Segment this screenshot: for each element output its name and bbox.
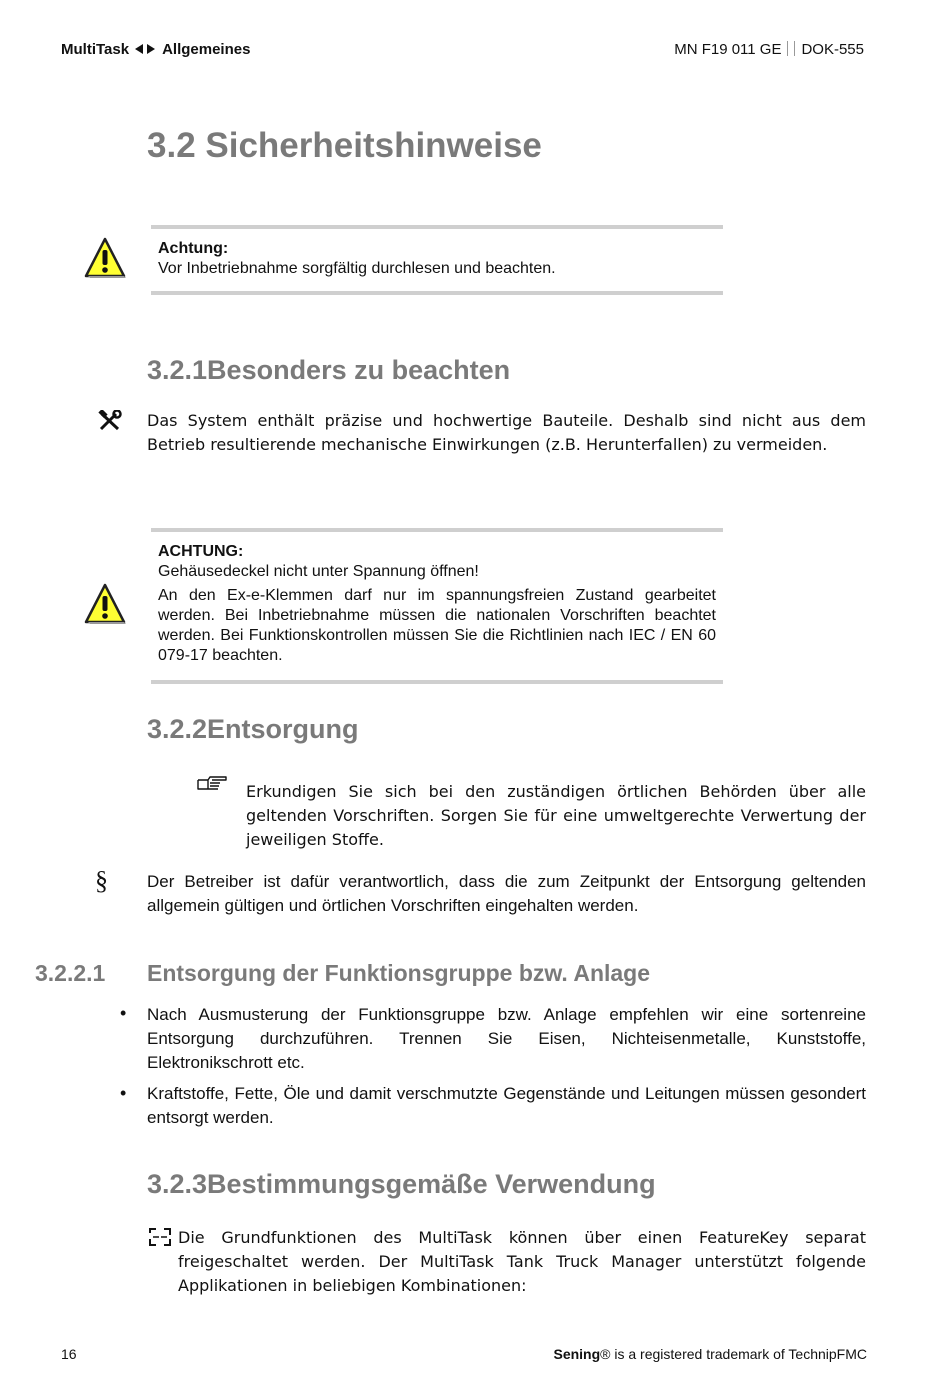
subsection-321-text: Das System enthält präzise und hochwertige Bauteile. Deshalb sind nicht aus dem Betrieb resultierende mechanische Einwirkungen (z.B. Herunterfallen) zu vermeiden. — [147, 411, 866, 454]
paragraph-icon: § — [95, 866, 108, 895]
usage-text: Die Grundfunktionen des MultiTask können über einen FeatureKey separat freigeschaltet werden. Der MultiTask Tank Truck Manager unterstützt folgende Applikationen in beliebigen Kombinationen: — [178, 1228, 866, 1295]
warning-2-title: ACHTUNG: — [158, 543, 244, 560]
disposal-note-text: Erkundigen Sie sich bei den zuständigen örtlichen Behörden über alle geltenden Vorschriften. Sorgen Sie für eine umweltgerechte Verwertung der jeweiligen Stoffe. — [246, 782, 866, 849]
disposal-law-text: Der Betreiber ist dafür verantwortlich, dass die zum Zeitpunkt der Entsorgung geltenden allgemein gültigen und örtlichen Vorschriften eingehalten werden. — [147, 872, 866, 915]
prev-arrow-icon — [135, 44, 143, 54]
featurekey-icon — [148, 1227, 172, 1252]
warning-box-2 — [151, 528, 723, 684]
header-doc-number: MN F19 011 GE — [674, 41, 782, 58]
subsubsection-title-3221: Entsorgung der Funktionsgruppe bzw. Anlage — [147, 960, 651, 986]
header-right — [674, 41, 864, 58]
header-separator — [787, 41, 795, 56]
footer-trademark-text: is a registered trademark of TechnipFMC — [610, 1346, 867, 1362]
pointing-hand-icon — [196, 775, 228, 798]
bullet-item: Nach Ausmusterung der Funktionsgruppe bzw. Anlage empfehlen wir eine sortenreine Entsorgung durchzuführen. Trennen Sie Eisen, Nichteisenmetalle, Kunststoffe, Elektronikschrott etc. — [147, 1005, 866, 1072]
subsection-title-323: 3.2.3Bestimmungsgemäße Verwendung — [147, 1169, 656, 1199]
warning-triangle-icon — [84, 236, 126, 285]
tools-icon — [98, 410, 124, 437]
bullet-item: Kraftstoffe, Fette, Öle und damit verschmutzte Gegenstände und Leitungen müssen gesondert entsorgt werden. — [147, 1084, 866, 1127]
warning-box-1 — [151, 225, 723, 295]
warning-1-title: Achtung: — [158, 240, 229, 257]
footer-brand: Sening — [553, 1346, 601, 1362]
subsubsection-number-3221: 3.2.2.1 — [35, 960, 106, 986]
page-number: 16 — [61, 1346, 77, 1362]
warning-2-line1: Gehäusedeckel nicht unter Spannung öffnen! — [158, 563, 479, 580]
header-product: MultiTask — [61, 41, 130, 58]
header-doc-code: DOK-555 — [801, 41, 864, 58]
header-left — [61, 41, 250, 58]
warning-triangle-icon — [84, 582, 126, 631]
warning-1-text: Vor Inbetriebnahme sorgfältig durchlesen und beachten. — [158, 260, 556, 277]
bullet-dot: • — [120, 1003, 127, 1023]
warning-2-text: An den Ex-e-Klemmen darf nur im spannungsfreien Zustand gearbeitet werden. Bei Inbetriebnahme müssen die nationalen Vorschriften beachtet werden. Bei Funktionskontrollen müssen Sie die Richtlinien nach IEC / EN 60 079-17 beachten. — [158, 587, 716, 664]
footer-trademark — [553, 1346, 867, 1362]
next-arrow-icon — [147, 44, 155, 54]
subsection-title-322: 3.2.2Entsorgung — [147, 714, 359, 744]
section-title: 3.2 Sicherheitshinweise — [147, 126, 542, 165]
bullet-dot: • — [120, 1083, 127, 1103]
footer-reg-mark: ® — [600, 1346, 611, 1362]
subsection-title-321: 3.2.1Besonders zu beachten — [147, 355, 511, 385]
header-section: Allgemeines — [162, 41, 251, 58]
